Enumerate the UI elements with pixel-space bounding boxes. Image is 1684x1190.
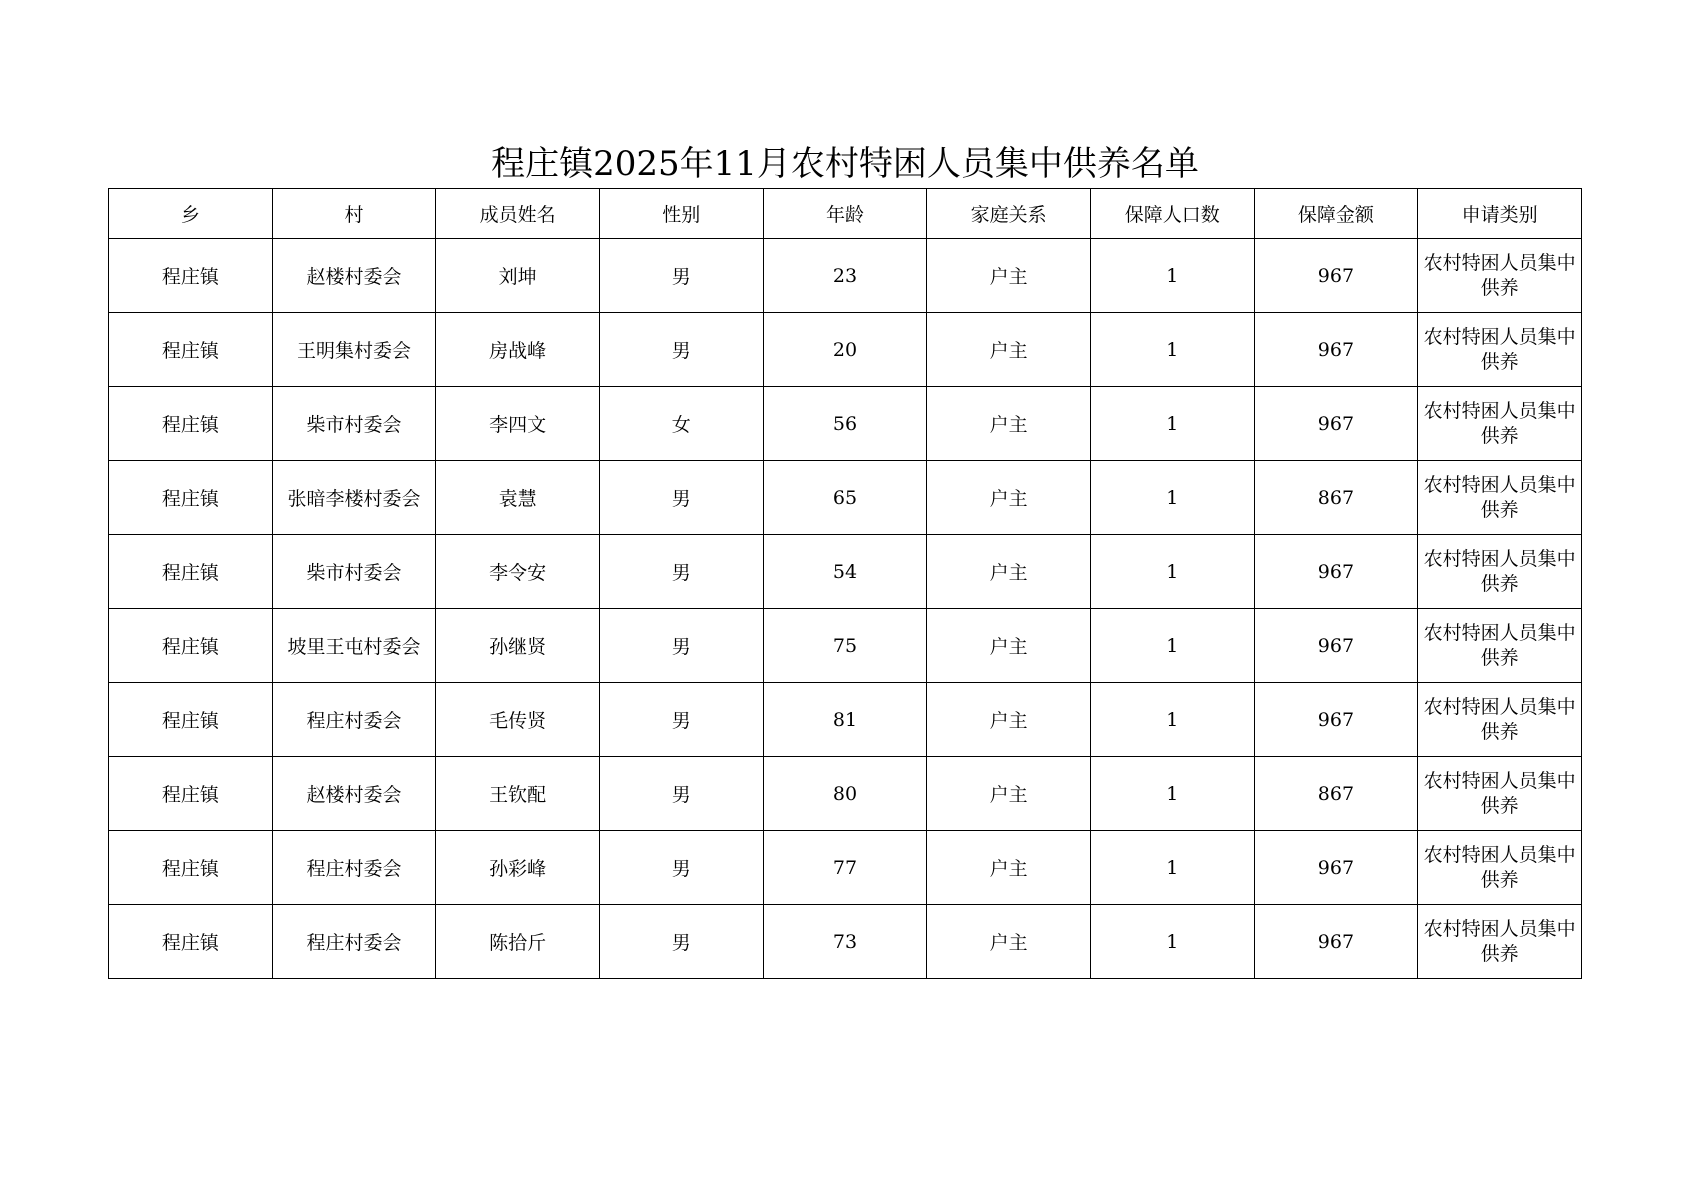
- cell-age: 73: [763, 905, 927, 979]
- cell-village: 赵楼村委会: [272, 757, 436, 831]
- page-title: 程庄镇2025年11月农村特困人员集中供养名单: [491, 144, 1199, 184]
- cell-amount: 967: [1254, 313, 1418, 387]
- cell-gender: 男: [599, 313, 763, 387]
- cell-age: 65: [763, 461, 927, 535]
- cell-gender: 男: [599, 461, 763, 535]
- cell-age: 81: [763, 683, 927, 757]
- cell-age: 56: [763, 387, 927, 461]
- cell-township: 程庄镇: [109, 535, 273, 609]
- cell-covered-persons: 1: [1090, 313, 1254, 387]
- header-category: 申请类别: [1418, 189, 1582, 239]
- cell-gender: 男: [599, 757, 763, 831]
- cell-township: 程庄镇: [109, 757, 273, 831]
- cell-category: 农村特困人员集中供养: [1418, 831, 1582, 905]
- table-row: [109, 757, 1582, 831]
- cell-member-name: 袁慧: [436, 461, 600, 535]
- cell-amount: 967: [1254, 387, 1418, 461]
- cell-age: 80: [763, 757, 927, 831]
- cell-member-name: 陈拾斤: [436, 905, 600, 979]
- cell-amount: 867: [1254, 461, 1418, 535]
- cell-village: 程庄村委会: [272, 905, 436, 979]
- cell-township: 程庄镇: [109, 387, 273, 461]
- cell-village: 程庄村委会: [272, 831, 436, 905]
- cell-covered-persons: 1: [1090, 905, 1254, 979]
- cell-village: 程庄村委会: [272, 683, 436, 757]
- cell-gender: 男: [599, 831, 763, 905]
- header-family-relation: 家庭关系: [927, 189, 1091, 239]
- header-amount: 保障金额: [1254, 189, 1418, 239]
- cell-covered-persons: 1: [1090, 831, 1254, 905]
- cell-category: 农村特困人员集中供养: [1418, 757, 1582, 831]
- cell-family-relation: 户主: [927, 239, 1091, 313]
- cell-family-relation: 户主: [927, 313, 1091, 387]
- table-row: [109, 831, 1582, 905]
- cell-village: 坡里王屯村委会: [272, 609, 436, 683]
- cell-family-relation: 户主: [927, 387, 1091, 461]
- cell-gender: 男: [599, 535, 763, 609]
- table-row: [109, 905, 1582, 979]
- cell-member-name: 房战峰: [436, 313, 600, 387]
- cell-member-name: 孙彩峰: [436, 831, 600, 905]
- cell-gender: 男: [599, 683, 763, 757]
- cell-township: 程庄镇: [109, 609, 273, 683]
- cell-covered-persons: 1: [1090, 239, 1254, 313]
- cell-family-relation: 户主: [927, 683, 1091, 757]
- cell-category: 农村特困人员集中供养: [1418, 905, 1582, 979]
- cell-covered-persons: 1: [1090, 387, 1254, 461]
- cell-township: 程庄镇: [109, 461, 273, 535]
- cell-covered-persons: 1: [1090, 461, 1254, 535]
- cell-member-name: 孙继贤: [436, 609, 600, 683]
- cell-age: 23: [763, 239, 927, 313]
- cell-amount: 967: [1254, 609, 1418, 683]
- cell-amount: 967: [1254, 239, 1418, 313]
- cell-category: 农村特困人员集中供养: [1418, 239, 1582, 313]
- cell-gender: 男: [599, 905, 763, 979]
- cell-member-name: 李令安: [436, 535, 600, 609]
- cell-amount: 867: [1254, 757, 1418, 831]
- header-member-name: 成员姓名: [436, 189, 600, 239]
- roster-table: [108, 188, 1582, 979]
- cell-member-name: 毛传贤: [436, 683, 600, 757]
- cell-covered-persons: 1: [1090, 757, 1254, 831]
- cell-covered-persons: 1: [1090, 609, 1254, 683]
- cell-family-relation: 户主: [927, 757, 1091, 831]
- cell-township: 程庄镇: [109, 905, 273, 979]
- cell-village: 王明集村委会: [272, 313, 436, 387]
- table-row: [109, 461, 1582, 535]
- cell-gender: 男: [599, 239, 763, 313]
- header-gender: 性别: [599, 189, 763, 239]
- header-age: 年龄: [763, 189, 927, 239]
- cell-amount: 967: [1254, 535, 1418, 609]
- table-row: [109, 387, 1582, 461]
- cell-amount: 967: [1254, 683, 1418, 757]
- header-township: 乡: [109, 189, 273, 239]
- cell-amount: 967: [1254, 831, 1418, 905]
- cell-category: 农村特困人员集中供养: [1418, 313, 1582, 387]
- cell-family-relation: 户主: [927, 609, 1091, 683]
- cell-member-name: 王钦配: [436, 757, 600, 831]
- cell-township: 程庄镇: [109, 831, 273, 905]
- cell-age: 20: [763, 313, 927, 387]
- table-row: [109, 313, 1582, 387]
- cell-township: 程庄镇: [109, 313, 273, 387]
- cell-family-relation: 户主: [927, 535, 1091, 609]
- cell-category: 农村特困人员集中供养: [1418, 535, 1582, 609]
- cell-category: 农村特困人员集中供养: [1418, 609, 1582, 683]
- cell-village: 张暗李楼村委会: [272, 461, 436, 535]
- table-row: [109, 239, 1582, 313]
- table-row: [109, 535, 1582, 609]
- table-row: [109, 609, 1582, 683]
- cell-township: 程庄镇: [109, 683, 273, 757]
- cell-family-relation: 户主: [927, 905, 1091, 979]
- cell-village: 柴市村委会: [272, 387, 436, 461]
- cell-category: 农村特困人员集中供养: [1418, 683, 1582, 757]
- table-header-row: [109, 189, 1582, 239]
- cell-category: 农村特困人员集中供养: [1418, 387, 1582, 461]
- cell-gender: 女: [599, 387, 763, 461]
- cell-family-relation: 户主: [927, 461, 1091, 535]
- cell-village: 柴市村委会: [272, 535, 436, 609]
- header-village: 村: [272, 189, 436, 239]
- cell-category: 农村特困人员集中供养: [1418, 461, 1582, 535]
- cell-age: 54: [763, 535, 927, 609]
- cell-member-name: 李四文: [436, 387, 600, 461]
- cell-covered-persons: 1: [1090, 535, 1254, 609]
- cell-village: 赵楼村委会: [272, 239, 436, 313]
- table-row: [109, 683, 1582, 757]
- cell-age: 77: [763, 831, 927, 905]
- cell-age: 75: [763, 609, 927, 683]
- cell-covered-persons: 1: [1090, 683, 1254, 757]
- cell-member-name: 刘坤: [436, 239, 600, 313]
- cell-gender: 男: [599, 609, 763, 683]
- cell-family-relation: 户主: [927, 831, 1091, 905]
- cell-amount: 967: [1254, 905, 1418, 979]
- cell-township: 程庄镇: [109, 239, 273, 313]
- header-covered-persons: 保障人口数: [1090, 189, 1254, 239]
